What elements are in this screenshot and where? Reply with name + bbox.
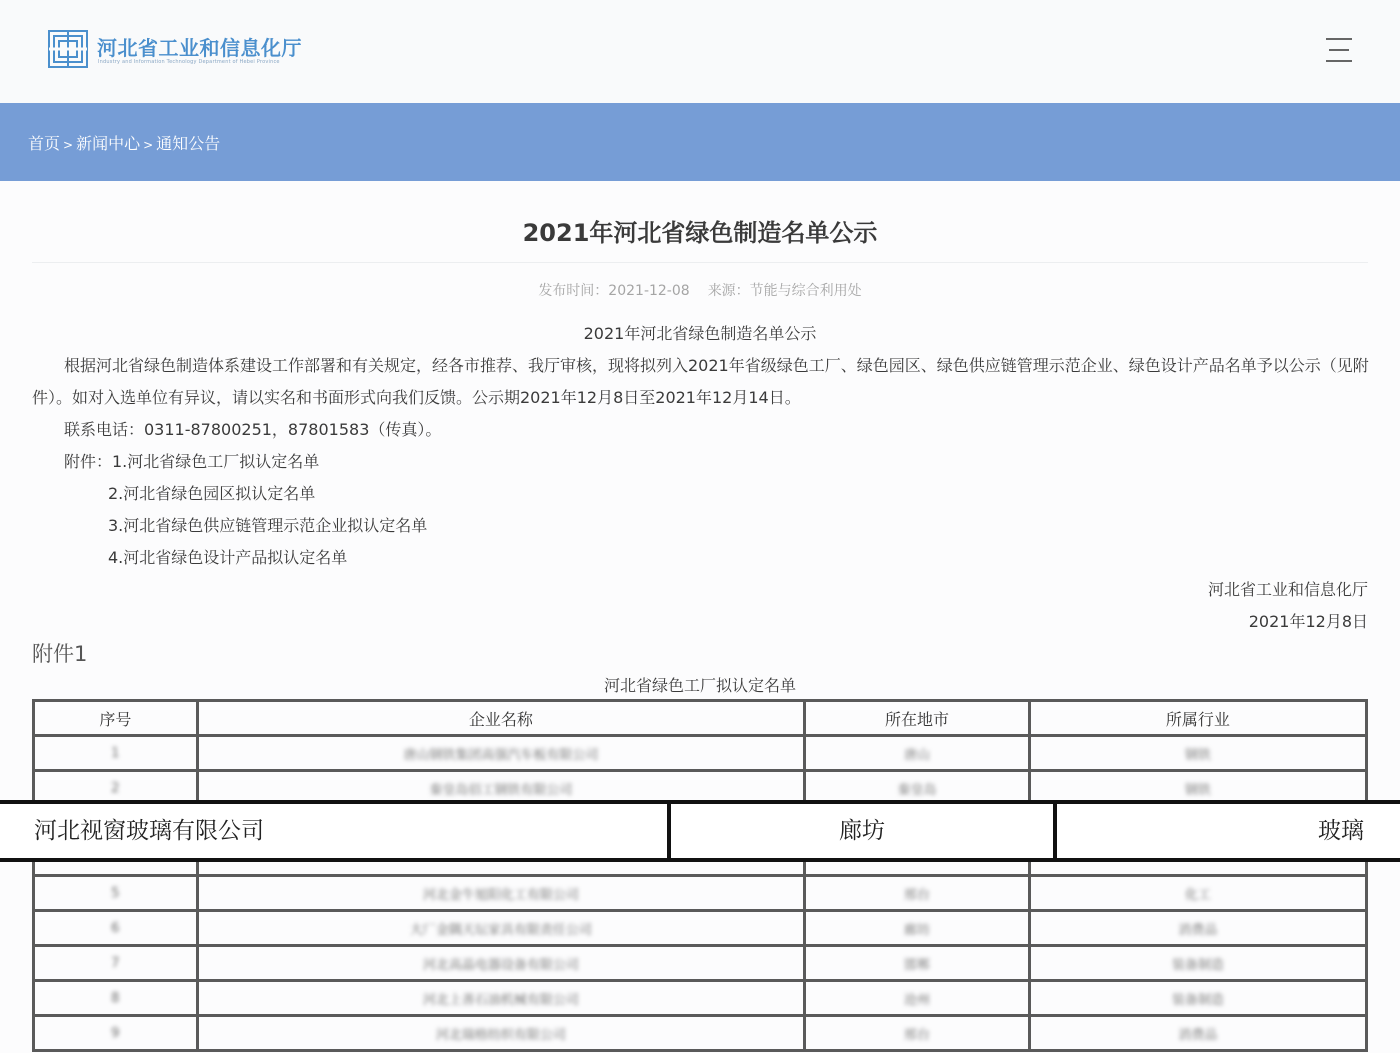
table-row	[34, 736, 1367, 771]
signature: 河北省工业和信息化厅	[1207, 580, 1368, 599]
breadcrumb-home[interactable]: 首页	[28, 134, 61, 153]
site-subtitle: Industry and Information Technology Department of Hebei Province	[98, 59, 280, 65]
cell-industry: 装备制造	[1171, 957, 1224, 973]
highlighted-row	[0, 800, 1400, 862]
cell-index: 7	[111, 955, 120, 971]
highlight-divider	[1053, 804, 1057, 858]
breadcrumb-separator: >	[63, 138, 74, 152]
col-header-city: 所在地市	[805, 701, 1030, 736]
highlight-city: 廊坊	[839, 818, 885, 844]
cell-city: 沧州	[903, 992, 930, 1008]
cell-index: 5	[111, 885, 120, 901]
publish-time: 发布时间：2021-12-08	[538, 283, 690, 299]
table-row	[34, 876, 1367, 911]
attachment-link-3[interactable]: 3.河北省绿色供应链管理示范企业拟认定名单	[108, 516, 428, 535]
table-row	[34, 911, 1367, 946]
contact-line: 联系电话：0311-87800251，87801583（传真）。	[64, 420, 442, 439]
cell-company: 唐山钢铁集团高强汽车板有限公司	[403, 747, 599, 763]
cell-industry: 消费品	[1178, 922, 1218, 938]
breadcrumb-news[interactable]: 新闻中心	[76, 134, 141, 153]
col-header-index: 序号	[34, 701, 198, 736]
cell-index: 2	[111, 780, 120, 796]
attachment-link-4[interactable]: 4.河北省绿色设计产品拟认定名单	[108, 548, 348, 567]
breadcrumb-separator: >	[143, 138, 154, 152]
cell-company: 河北高晶电器设备有限公司	[422, 957, 579, 973]
signature-date: 2021年12月8日	[1248, 612, 1368, 631]
logo-icon[interactable]	[48, 30, 88, 68]
cell-index: 9	[111, 1025, 120, 1041]
attachment-link-2[interactable]: 2.河北省绿色园区拟认定名单	[108, 484, 316, 503]
cell-company: 秦皇岛佰工钢铁有限公司	[429, 782, 573, 798]
breadcrumb	[28, 131, 220, 154]
site-title[interactable]: 河北省工业和信息化厅	[97, 36, 302, 60]
article-title: 2021年河北省绿色制造名单公示	[522, 219, 878, 247]
table-row	[34, 981, 1367, 1016]
table-row	[34, 1016, 1367, 1051]
cell-company: 河北金牛旭阳化工有限公司	[422, 887, 579, 903]
article-meta	[0, 280, 1400, 300]
cell-company: 大厂金隅天坛家具有限责任公司	[409, 922, 592, 938]
paragraph-line: 根据河北省绿色制造体系建设工作部署和有关规定，经各市推荐、我厅审核，现将拟列入2021年省级绿色工厂、绿色园区、绿色供应链管理示范企业、绿色设计产品名单予以公示（见附	[64, 356, 1369, 375]
cell-industry: 化工	[1184, 887, 1211, 903]
cell-index: 8	[111, 990, 120, 1006]
article-subtitle: 2021年河北省绿色制造名单公示	[583, 324, 817, 343]
cell-city: 秦皇岛	[897, 782, 937, 798]
table-title: 河北省绿色工厂拟认定名单	[603, 676, 796, 695]
cell-city: 廊坊	[903, 922, 930, 938]
highlight-industry: 玻璃	[1318, 818, 1364, 844]
cell-city: 邢台	[903, 887, 930, 903]
title-divider	[32, 262, 1368, 263]
cell-index: 6	[111, 920, 120, 936]
cell-city: 唐山	[903, 747, 930, 763]
cell-city: 邯郸	[903, 957, 930, 973]
article-source: 来源：节能与综合利用处	[707, 283, 862, 299]
cell-company: 河北上善石油机械有限公司	[422, 992, 579, 1008]
cell-industry: 钢铁	[1184, 747, 1211, 763]
cell-index: 1	[111, 745, 120, 761]
hamburger-menu-icon[interactable]	[1326, 38, 1356, 64]
cell-industry: 装备制造	[1171, 992, 1224, 1008]
attachment-link-1[interactable]: 附件：1.河北省绿色工厂拟认定名单	[64, 452, 320, 471]
cell-company: 河北瑞格纺织有限公司	[435, 1027, 566, 1043]
site-header	[0, 0, 1400, 103]
appendix-label: 附件1	[32, 642, 88, 666]
col-header-company: 企业名称	[197, 701, 805, 736]
highlight-company: 河北视窗玻璃有限公司	[34, 818, 264, 844]
cell-city: 邢台	[903, 1027, 930, 1043]
table-row	[34, 946, 1367, 981]
cell-industry: 钢铁	[1184, 782, 1211, 798]
col-header-industry: 所属行业	[1029, 701, 1366, 736]
breadcrumb-current[interactable]: 通知公告	[156, 134, 221, 153]
table-header-row	[34, 701, 1367, 736]
paragraph-line: 件）。如对入选单位有异议，请以实名和书面形式向我们反馈。公示期2021年12月8日至2021年12月14日。	[32, 388, 801, 407]
cell-industry: 消费品	[1178, 1027, 1218, 1043]
green-factory-table	[32, 699, 1368, 1052]
